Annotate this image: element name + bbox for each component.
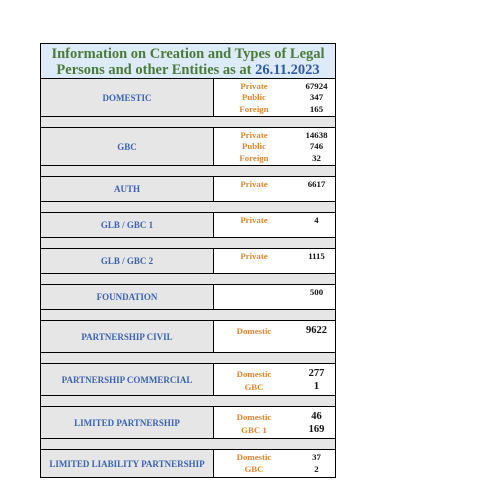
row-domestic (40, 79, 336, 117)
type-label: Foreign (239, 152, 269, 163)
entities-table (40, 43, 336, 478)
category-label: FOUNDATION (41, 285, 214, 309)
category-label: LIMITED PARTNERSHIP (41, 407, 214, 438)
type-label: Private (240, 80, 268, 91)
values-cell (214, 213, 335, 237)
row-glb-gbc2 (40, 249, 336, 274)
count-value: 32 (312, 152, 321, 163)
row-auth (40, 177, 336, 202)
type-label: Domestic (236, 325, 272, 336)
row-limited-liability-partnership (40, 450, 336, 478)
row-partnership-civil (40, 321, 336, 353)
separator (40, 166, 336, 177)
count-value: 37 (312, 452, 321, 462)
values-cell (214, 285, 335, 309)
type-label: Private (240, 178, 268, 189)
separator (40, 439, 336, 450)
count-value: 9622 (306, 325, 327, 337)
count-value: 2 (314, 464, 319, 474)
category-label: PARTNERSHIP COMMERCIAL (41, 364, 214, 395)
separator (40, 310, 336, 321)
row-glb-gbc1 (40, 213, 336, 238)
count-value: 6617 (307, 178, 326, 189)
category-label: GLB / GBC 2 (41, 249, 214, 273)
separator (40, 202, 336, 213)
category-label: PARTNERSHIP CIVIL (41, 321, 214, 352)
row-foundation (40, 285, 336, 310)
title-line1: Information on Creation and Types of Legal (51, 46, 325, 62)
category-label: AUTH (41, 177, 214, 201)
type-label: GBC (244, 464, 264, 474)
count-value: 14638 (305, 129, 328, 140)
count-value: 165 (309, 103, 324, 114)
count-value: 4 (314, 214, 319, 225)
category-label: LIMITED LIABILITY PARTNERSHIP (41, 450, 214, 477)
count-value: 277 (308, 368, 325, 379)
values-cell (214, 79, 335, 116)
separator (40, 238, 336, 249)
category-label: GLB / GBC 1 (41, 213, 214, 237)
type-label: GBC (244, 381, 264, 392)
separator (40, 274, 336, 285)
table-title (40, 43, 336, 79)
type-label: Private (240, 250, 268, 261)
values-cell (214, 364, 335, 395)
title-line2: Persons and other Entities as at (56, 62, 256, 78)
type-label: Domestic (236, 368, 272, 379)
row-gbc (40, 128, 336, 166)
count-value: 1115 (308, 250, 325, 261)
count-value: 169 (308, 424, 325, 435)
values-cell (214, 321, 335, 352)
type-label: Public (242, 141, 266, 152)
title-date: 26.11.2023 (255, 62, 320, 78)
values-cell (214, 249, 335, 273)
type-label: Foreign (239, 103, 269, 114)
category-label: DOMESTIC (41, 79, 214, 116)
count-value: 46 (311, 411, 322, 422)
separator (40, 396, 336, 407)
row-partnership-commercial (40, 364, 336, 396)
category-label: GBC (41, 128, 214, 165)
type-label: Domestic (236, 411, 272, 422)
values-cell (214, 450, 335, 477)
type-label: Private (240, 129, 268, 140)
count-value: 1 (313, 381, 320, 392)
type-label: Domestic (236, 452, 272, 462)
values-cell (214, 407, 335, 438)
count-value: 500 (309, 286, 324, 297)
values-cell (214, 128, 335, 165)
type-label: Public (242, 92, 266, 103)
values-cell (214, 177, 335, 201)
count-value: 746 (309, 141, 324, 152)
type-label: Private (240, 214, 268, 225)
row-limited-partnership (40, 407, 336, 439)
separator (40, 353, 336, 364)
type-label: GBC 1 (241, 424, 267, 435)
separator (40, 117, 336, 128)
count-value: 67924 (305, 80, 328, 91)
count-value: 347 (309, 92, 324, 103)
